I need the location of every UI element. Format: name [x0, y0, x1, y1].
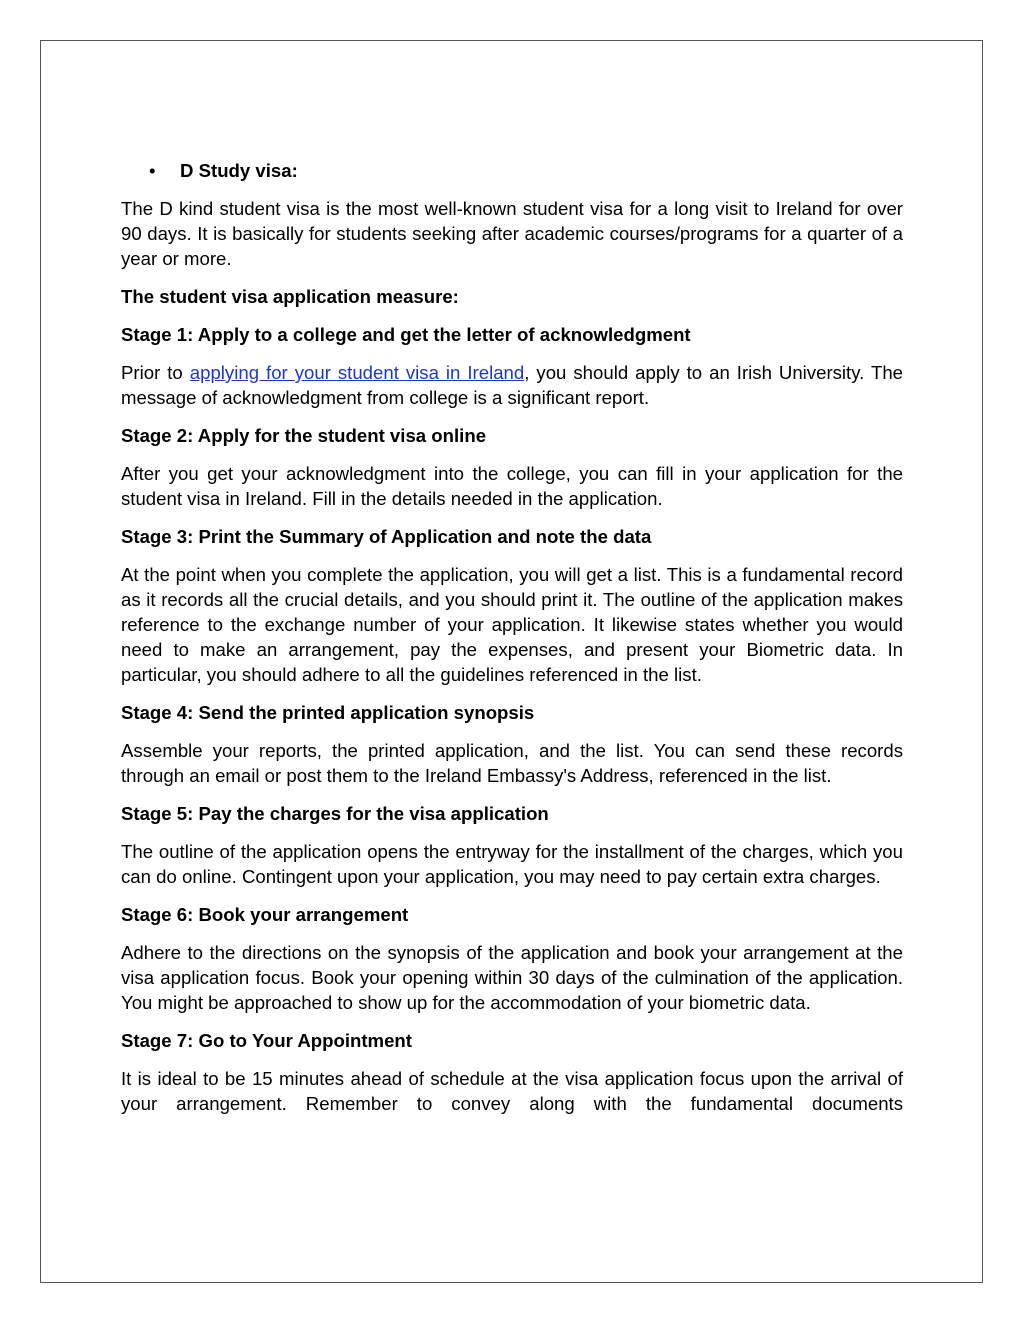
bullet-dot-icon: •	[149, 160, 156, 181]
student-visa-link[interactable]: applying for your student visa in Ireland	[189, 362, 525, 383]
intro-paragraph: The D kind student visa is the most well-known student visa for a long visit to Ireland for over 90 days. It is basically for students seeking after academic courses/programs for a quarter of a year or more.	[121, 198, 903, 269]
stage-2-paragraph: After you get your acknowledgment into the college, you can fill in your application for the student visa in Ireland. Fill in the details needed in the application.	[121, 463, 903, 509]
stage-3-paragraph: At the point when you complete the application, you will get a list. This is a fundamental record as it records all the crucial details, and you should print it. The outline of the application makes reference to the exchange number of your application. It likewise states whether you would need to make an arrangement, pay the expenses, and present your Biometric data. In particular, you should adhere to all the guidelines referenced in the list.	[121, 564, 903, 685]
stage-1-heading: Stage 1: Apply to a college and get the letter of acknowledgment	[121, 324, 691, 345]
process-heading: The student visa application measure:	[121, 286, 459, 307]
stage-5-paragraph: The outline of the application opens the entryway for the installment of the charges, which you can do online. Contingent upon your application, you may need to pay certain extra charges.	[121, 841, 903, 887]
stage-5-heading: Stage 5: Pay the charges for the visa application	[121, 803, 549, 824]
bullet-heading: D Study visa:	[180, 160, 298, 181]
stage-2-heading: Stage 2: Apply for the student visa online	[121, 425, 487, 446]
stage-4-heading: Stage 4: Send the printed application synopsis	[121, 702, 535, 723]
document-body	[121, 158, 903, 1129]
stage-1-paragraph	[121, 360, 903, 410]
bullet-item	[149, 158, 903, 183]
stage-4-paragraph: Assemble your reports, the printed application, and the list. You can send these records through an email or post them to the Ireland Embassy's Address, referenced in the list.	[121, 740, 903, 786]
stage-1-text-before-link: Prior to	[121, 362, 190, 383]
stage-3-heading: Stage 3: Print the Summary of Application and note the data	[121, 526, 652, 547]
stage-6-paragraph: Adhere to the directions on the synopsis of the application and book your arrangement at the visa application focus. Book your opening within 30 days of the culmination of the application. You might be approached to show up for the accommodation of your biometric data.	[121, 942, 903, 1013]
stage-6-heading: Stage 6: Book your arrangement	[121, 904, 409, 925]
stage-7-paragraph: It is ideal to be 15 minutes ahead of schedule at the visa application focus upon the arrival of your arrangement. Remember to convey along with the fundamental documents	[121, 1068, 903, 1114]
stage-7-heading: Stage 7: Go to Your Appointment	[121, 1030, 412, 1051]
stage-1-text-after-link: , you should apply to an Irish University. The message of acknowledgment from college is a significant report.	[121, 362, 904, 408]
